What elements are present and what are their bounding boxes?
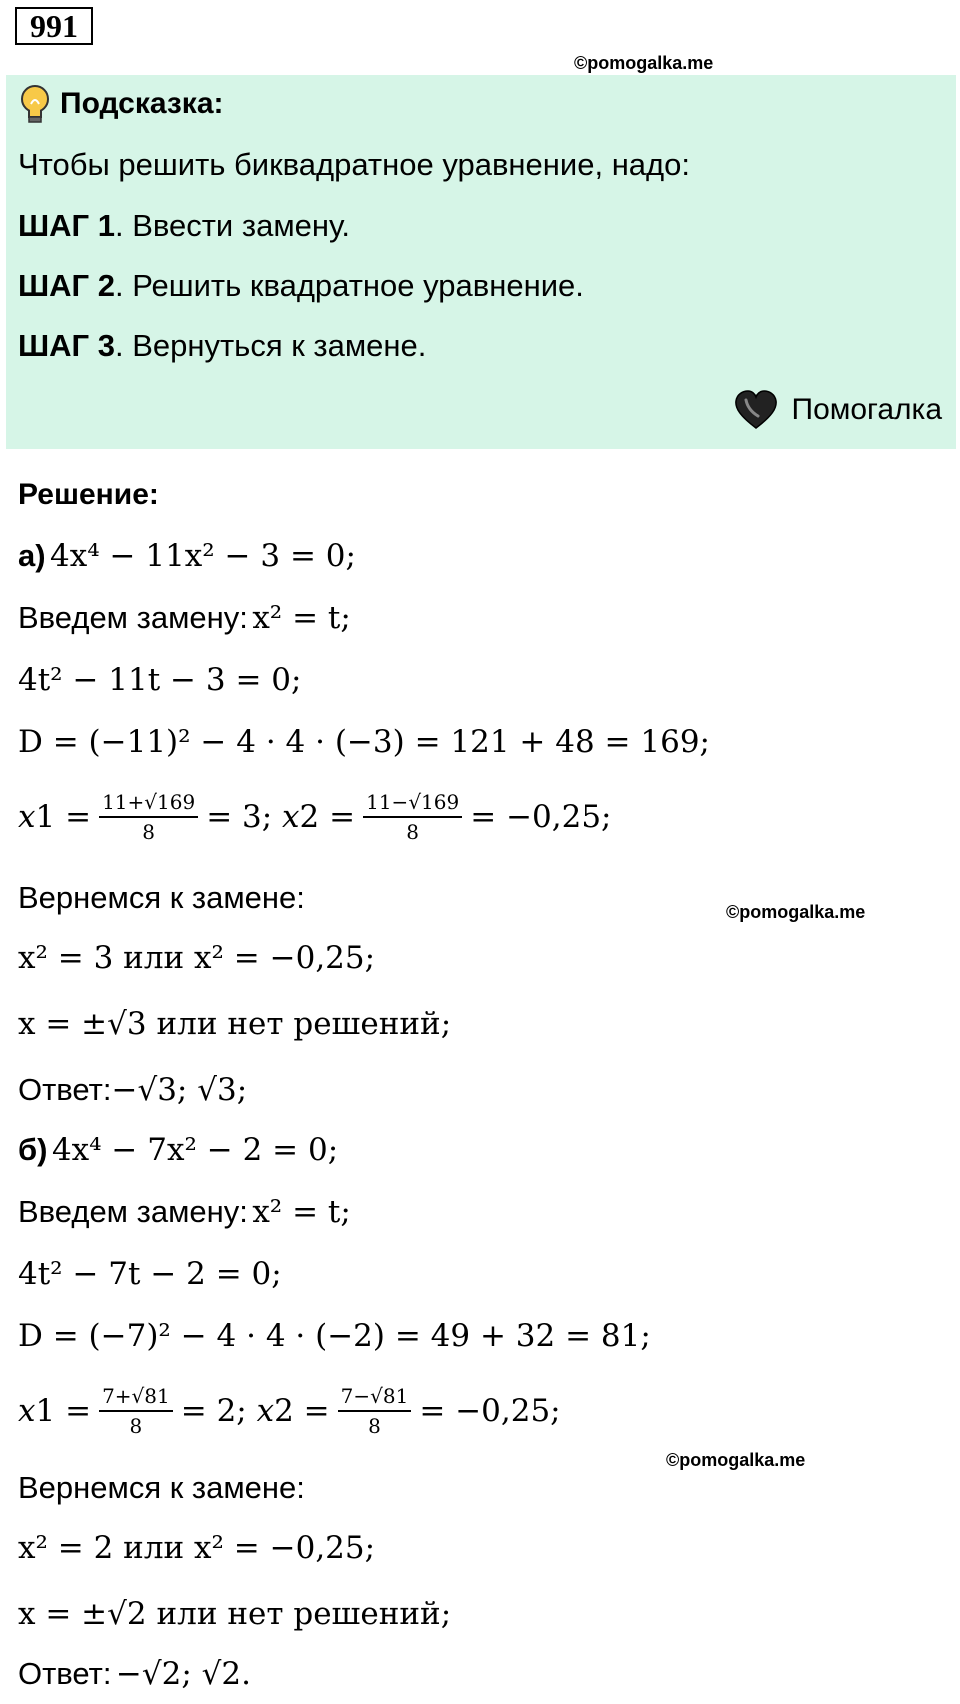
- part-b-equation: [18, 1132, 338, 1168]
- x2-value: = −0,25;: [419, 1393, 561, 1429]
- substitution-text: Введем замену:: [18, 600, 248, 635]
- part-a-equation: [18, 538, 356, 574]
- substitution: x² = t;: [252, 1194, 351, 1230]
- step-label: ШАГ 1: [18, 208, 115, 243]
- equation: 4x⁴ − 11x² − 3 = 0;: [50, 538, 356, 574]
- part-a-return-text: Вернемся к замене:: [18, 880, 305, 915]
- part-b-final-roots: x = ±√2 или нет решений;: [18, 1596, 452, 1632]
- substitution: x² = t;: [252, 600, 351, 636]
- x2-value: = −0,25;: [470, 799, 612, 835]
- brand-name: Помогалка: [791, 393, 942, 426]
- watermark: ©pomogalka.me: [574, 53, 714, 73]
- part-label: б): [18, 1132, 48, 1167]
- answer-label: Ответ:: [18, 1072, 112, 1107]
- numerator: 7−√81: [338, 1384, 412, 1412]
- denominator: 8: [129, 1414, 143, 1438]
- part-a-roots-t: x 1 = $\frac{11+√169}{8}$ = 3; x 2 = $\frac{11-√169}{8}$ = −0,25;: [18, 790, 612, 844]
- part-a-final-roots: x = ±√3 или нет решений;: [18, 1006, 452, 1042]
- lightbulb-icon: [18, 84, 52, 131]
- answer-value: −√2; √2.: [115, 1656, 252, 1692]
- x1-value: = 2;: [180, 1393, 247, 1429]
- part-b-return-eq: x² = 2 или x² = −0,25;: [18, 1530, 376, 1566]
- solution-heading: Решение:: [18, 478, 159, 511]
- substitution-text: Введем замену:: [18, 1194, 248, 1229]
- denominator: 8: [142, 820, 155, 844]
- step-text: . Вернуться к замене.: [114, 328, 427, 363]
- x1-value: = 3;: [206, 799, 273, 835]
- hint-intro: Чтобы решить биквадратное уравнение, надо:: [18, 147, 690, 182]
- fraction: [99, 1384, 173, 1438]
- numerator: 11+√169: [99, 790, 198, 818]
- fraction: [99, 790, 198, 844]
- answer-value: −√3; √3;: [111, 1072, 248, 1108]
- part-a-substitution: [18, 600, 351, 636]
- denominator: 8: [368, 1414, 381, 1438]
- step-text: . Решить квадратное уравнение.: [114, 268, 584, 303]
- heart-icon: [734, 390, 778, 430]
- step-label: ШАГ 2: [18, 268, 115, 303]
- part-b-roots-t: x 1 = $\frac{7+√81}{8}$ = 2; x 2 = $\frac{7-√81}{8}$ = −0,25;: [18, 1384, 561, 1438]
- hint-step-3: [18, 328, 426, 364]
- fraction: [338, 1384, 412, 1438]
- part-a-return-eq: x² = 3 или x² = −0,25;: [18, 940, 376, 976]
- fraction: [363, 790, 462, 844]
- answer-label: Ответ:: [18, 1656, 112, 1691]
- equation: 4x⁴ − 7x² − 2 = 0;: [51, 1132, 339, 1168]
- part-b-return-text: Вернемся к замене:: [18, 1470, 305, 1505]
- watermark: ©pomogalka.me: [666, 1450, 806, 1470]
- numerator: 11−√169: [363, 790, 462, 818]
- hint-title: Подсказка:: [60, 87, 224, 120]
- denominator: 8: [406, 820, 420, 844]
- part-b-answer: [18, 1656, 251, 1692]
- step-text: . Ввести замену.: [114, 208, 350, 243]
- watermark: ©pomogalka.me: [726, 902, 866, 922]
- part-b-substitution: [18, 1194, 351, 1230]
- numerator: 7+√81: [99, 1384, 173, 1412]
- part-b-quadratic: 4t² − 7t − 2 = 0;: [18, 1256, 282, 1292]
- part-label: а): [18, 538, 46, 573]
- part-a-quadratic: 4t² − 11t − 3 = 0;: [18, 662, 302, 698]
- brand-row: [734, 390, 943, 430]
- step-label: ШАГ 3: [18, 328, 115, 363]
- hint-step-1: [18, 208, 350, 244]
- hint-step-2: [18, 268, 584, 304]
- part-a-discriminant: D = (−11)² − 4 · 4 · (−3) = 121 + 48 = 169;: [18, 724, 710, 760]
- part-b-discriminant: D = (−7)² − 4 · 4 · (−2) = 49 + 32 = 81;: [18, 1318, 651, 1354]
- part-a-answer: [18, 1072, 247, 1108]
- problem-number: 991: [15, 7, 93, 45]
